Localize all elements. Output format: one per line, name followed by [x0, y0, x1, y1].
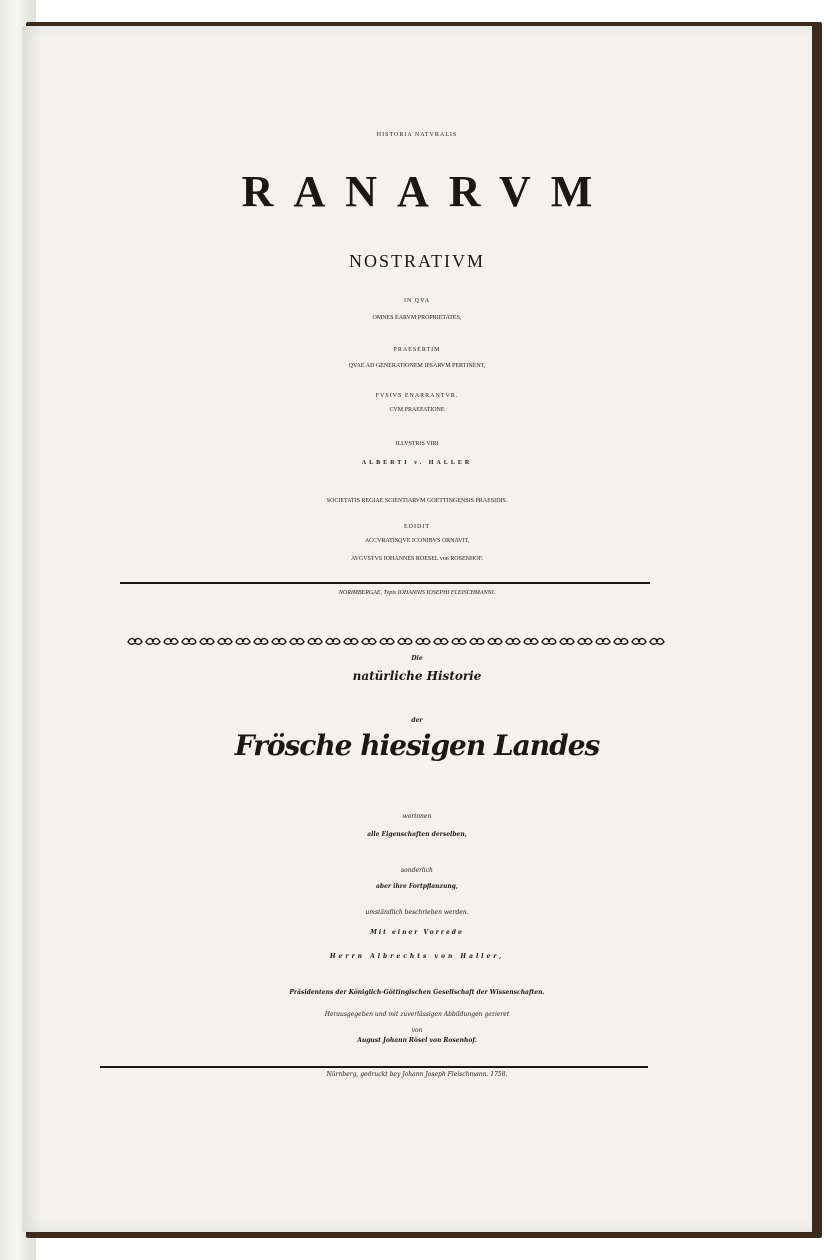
latin-line-omnes: OMNES EARVM PROPRIETATES, — [372, 315, 462, 321]
latin-title-main: RANARVM — [241, 167, 613, 216]
divider-rule-german — [100, 1066, 648, 1068]
german-line-herausgegeben: Herausgegeben und mit zuverlässigen Abbildungen gezieret — [324, 1011, 510, 1018]
german-line-prasidentens: Präsidentens der Königlich-Göttingischen Gesellschaft der Wissenschaften. — [289, 989, 545, 996]
latin-line-qvae: QVAE AD GENERATIONEM IPSARVM PERTINENT, — [348, 363, 486, 369]
german-line-beschrieben: umständlich beschrieben werden. — [365, 909, 469, 916]
latin-title-line-1: HISTORIA NATVRALIS — [376, 132, 458, 138]
title-page — [22, 26, 812, 1232]
latin-line-illvstris: ILLVSTRIS VIRI — [395, 441, 439, 447]
latin-line-accvratisqve: ACCVRATISQVE ICONIBVS ORNAVIT, — [364, 538, 470, 544]
german-line-eigenschaften: alle Eigenschaften derselben, — [367, 831, 467, 838]
german-line-haller: Herrn Albrechts von Haller, — [329, 953, 505, 960]
latin-line-edidit: EDIDIT — [404, 524, 430, 530]
latin-line-fvsivs: FVSIVS ENARRANTVR. — [375, 393, 459, 399]
latin-line-societatis: SOCIETATIS REGIAE SCIENTIARVM GOETTINGENSIS PRAESIDIS. — [326, 498, 508, 504]
divider-rule-latin — [120, 582, 650, 584]
german-line-sonderlich: sonderlich — [401, 867, 433, 874]
latin-line-in-qua: IN QVA — [403, 298, 431, 304]
latin-imprint: NORIMBERGAE, Typis IOHANNIS IOSEPHI FLEISCHMANNI. — [338, 590, 496, 596]
german-line-worinnen: worinnen — [402, 813, 432, 820]
german-line-fortpflanzung: aber ihre Fortpflanzung, — [376, 883, 458, 890]
german-title-main: Frösche hiesigen Landes — [234, 729, 600, 762]
latin-line-roesel: AVGVSTVS IOHANNES ROESEL von ROSENHOF. — [350, 556, 484, 562]
german-imprint: Nürnberg, gedruckt bey Johann Joseph Fleischmann. 1758. — [326, 1071, 508, 1078]
latin-line-praesertim: PRAESERTIM — [393, 347, 441, 353]
latin-line-cvm-praefatione: CVM PRAEFATIONE — [389, 407, 445, 413]
german-line-rosel: August Johann Rösel von Rosenhof. — [357, 1037, 477, 1044]
latin-line-haller: ALBERTI v. HALLER — [361, 460, 473, 466]
german-line-vorrede: Mit einer Vorrede — [370, 929, 464, 936]
german-line-die: Die — [411, 655, 423, 662]
ornament-border — [126, 634, 666, 648]
latin-title-line-3: NOSTRATIVM — [348, 251, 485, 271]
german-line-von: von — [411, 1027, 423, 1034]
german-line-naturliche-historie: natürliche Historie — [352, 669, 482, 683]
german-line-der: der — [411, 717, 423, 724]
